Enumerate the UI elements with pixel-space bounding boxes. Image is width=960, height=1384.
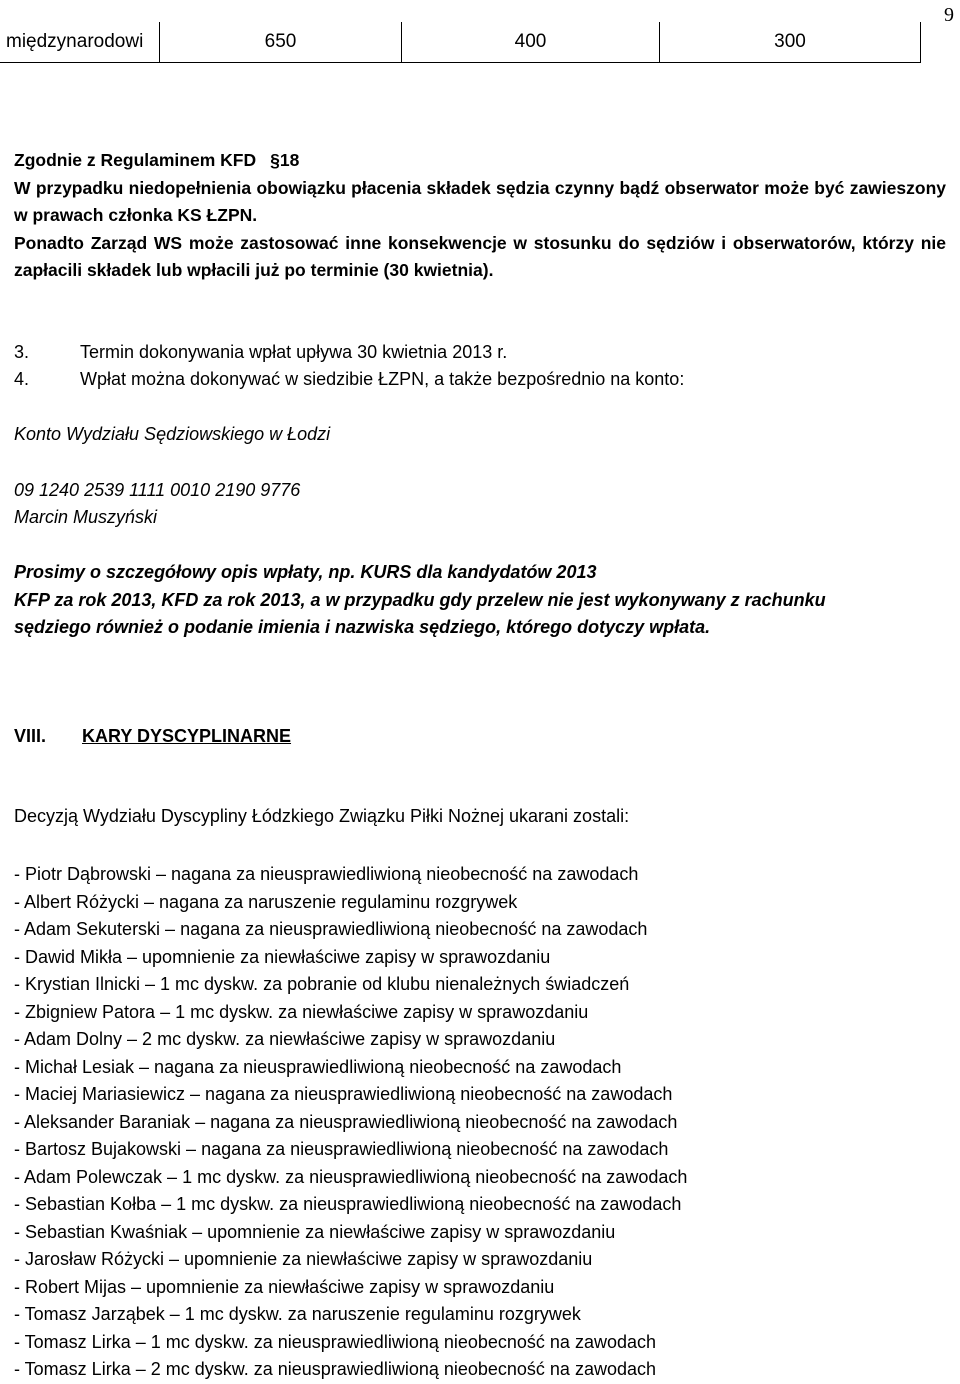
penalty-item: - Adam Dolny – 2 mc dyskw. za niewłaściwe zapisy w sprawozdaniu <box>14 1029 556 1049</box>
point-text: Termin dokonywania wpłat upływa 30 kwietnia 2013 r. <box>80 342 508 362</box>
section-number: VIII. <box>14 726 47 746</box>
penalty-item: - Tomasz Lirka – 1 mc dyskw. za nieusprawiedliwioną nieobecność na zawodach <box>14 1331 656 1352</box>
penalty-item: - Aleksander Baraniak – nagana za nieusprawiedliwioną nieobecność na zawodach <box>14 1111 678 1132</box>
regulation-paragraph-1: W przypadku niedopełnienia obowiązku płacenia składek sędzia czynny bądź obserwator może być zawieszony w prawach członka KS ŁZPN. <box>14 177 946 225</box>
request-line-1: Prosimy o szczegółowy opis wpłaty, np. KURS dla kandydatów 2013 <box>14 562 597 582</box>
penalty-item: - Krystian Ilnicki – 1 mc dyskw. za pobranie od klubu nienależnych świadczeń <box>14 974 630 994</box>
point-number: 4. <box>14 369 30 389</box>
regulation-paragraph-2: Ponadto Zarząd WS może zastosować inne konsekwencje w stosunku do sędziów i obserwatorów, którzy nie zapłacili składek lub wpłacili już po terminie (30 kwietnia). <box>14 232 946 280</box>
penalty-item: - Adam Sekuterski – nagana za nieusprawiedliwioną nieobecność na zawodach <box>14 919 648 939</box>
regulation-block <box>14 147 946 285</box>
page-number: 9 <box>944 4 954 26</box>
regulation-section: §18 <box>270 150 300 170</box>
penalty-item: - Sebastian Kołba – 1 mc dyskw. za nieusprawiedliwioną nieobecność na zawodach <box>14 1194 682 1214</box>
decision-intro: Decyzją Wydziału Dyscypliny Łódzkiego Związku Piłki Nożnej ukarani zostali: <box>14 806 630 826</box>
section-title: KARY DYSCYPLINARNE <box>82 726 292 746</box>
penalty-item: - Albert Różycki – nagana za naruszenie regulaminu rozgrywek <box>14 891 518 912</box>
request-line-3: sędziego również o podanie imienia i nazwiska sędziego, którego dotyczy wpłata. <box>14 617 711 637</box>
penalty-item: - Zbigniew Patora – 1 mc dyskw. za niewłaściwe zapisy w sprawozdaniu <box>14 1001 589 1022</box>
penalty-item: - Dawid Mikła – upomnienie za niewłaściwe zapisy w sprawozdaniu <box>14 946 551 967</box>
point-3 <box>14 342 944 363</box>
point-number: 3. <box>14 342 30 362</box>
fee-value-cell-2: 400 <box>402 22 660 62</box>
penalty-item: - Piotr Dąbrowski – nagana za nieusprawiedliwioną nieobecność na zawodach <box>14 864 639 884</box>
fee-value-cell-1: 650 <box>160 22 402 62</box>
account-number: 09 1240 2539 1111 0010 2190 9776 <box>14 480 301 500</box>
penalty-item: - Tomasz Lirka – 2 mc dyskw. za nieusprawiedliwioną nieobecność na zawodach <box>14 1359 656 1379</box>
account-holder: Marcin Muszyński <box>14 507 158 527</box>
regulation-reference-text: Zgodnie z Regulaminem KFD <box>14 150 257 170</box>
point-text: Wpłat można dokonywać w siedzibie ŁZPN, a także bezpośrednio na konto: <box>80 369 685 389</box>
penalty-item: - Jarosław Różycki – upomnienie za niewłaściwe zapisy w sprawozdaniu <box>14 1249 593 1269</box>
request-line-2: KFP za rok 2013, KFD za rok 2013, a w przypadku gdy przelew nie jest wykonywany z rachunku <box>14 590 826 610</box>
penalty-item: - Tomasz Jarząbek – 1 mc dyskw. za naruszenie regulaminu rozgrywek <box>14 1304 581 1324</box>
penalty-item: - Maciej Mariasiewicz – nagana za nieusprawiedliwioną nieobecność na zawodach <box>14 1084 673 1104</box>
penalty-list <box>14 861 687 1384</box>
penalty-item: - Michał Lesiak – nagana za nieusprawiedliwioną nieobecność na zawodach <box>14 1056 622 1077</box>
penalty-item: - Adam Polewczak – 1 mc dyskw. za nieusprawiedliwioną nieobecność na zawodach <box>14 1166 688 1187</box>
penalty-item: - Bartosz Bujakowski – nagana za nieusprawiedliwioną nieobecność na zawodach <box>14 1139 669 1159</box>
account-name: Konto Wydziału Sędziowskiego w Łodzi <box>14 424 331 444</box>
penalty-item: - Sebastian Kwaśniak – upomnienie za niewłaściwe zapisy w sprawozdaniu <box>14 1221 616 1242</box>
regulation-reference <box>14 147 946 175</box>
fee-value-cell-3: 300 <box>774 31 806 52</box>
fee-table-row <box>0 22 921 63</box>
penalty-item: - Robert Mijas – upomnienie za niewłaściwe zapisy w sprawozdaniu <box>14 1276 555 1297</box>
fee-category-cell: międzynarodowi <box>0 22 160 62</box>
point-4 <box>14 369 944 390</box>
